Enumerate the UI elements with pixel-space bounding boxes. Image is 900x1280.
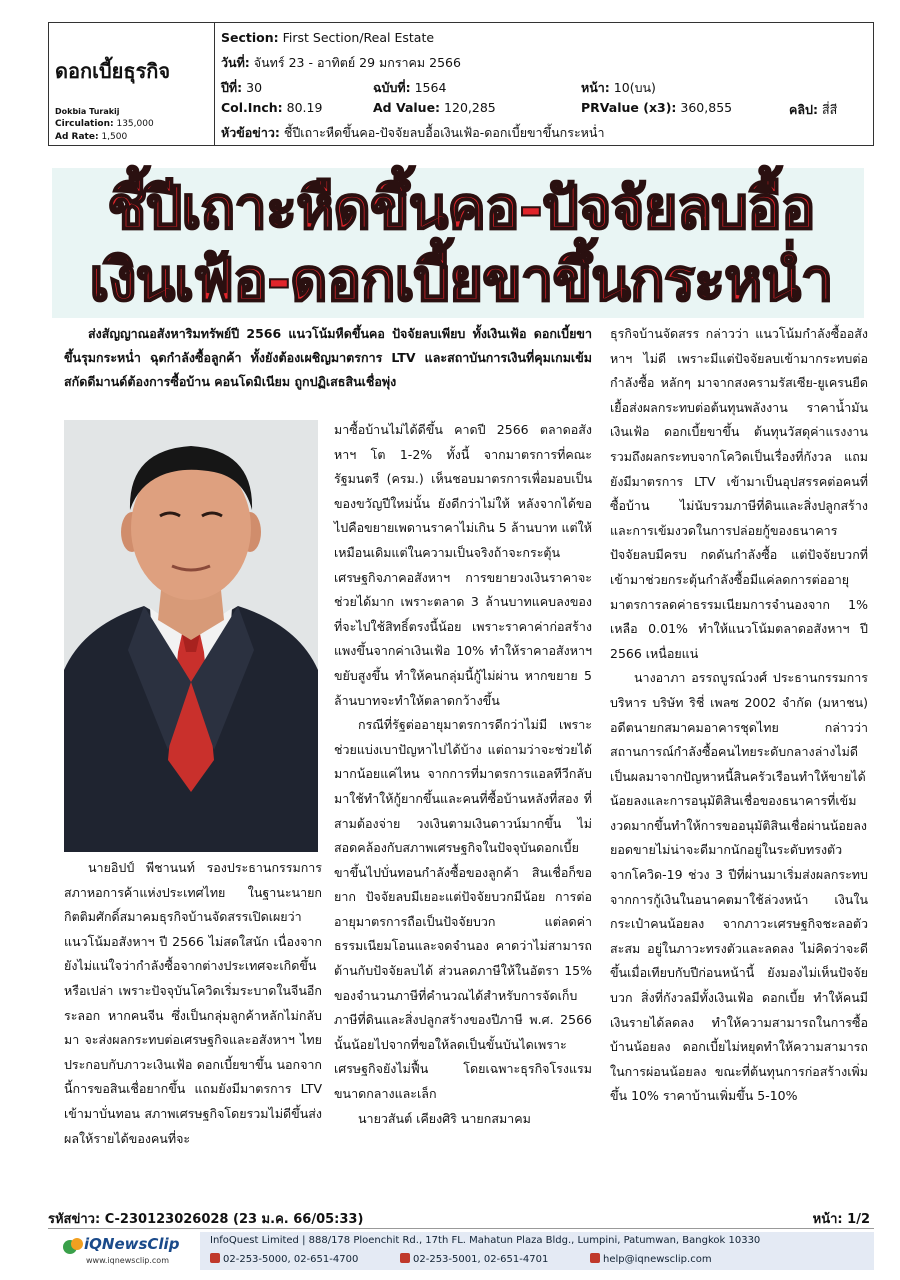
headline-row: หัวข้อข่าว: ชี้ปีเถาะหืดขึ้นคอ-ปัจจัยลบอื้อเงินเฟ้อ-ดอกเบี้ยขาขึ้นกระหน่ำ — [221, 125, 605, 140]
advalue-field: Ad Value: 120,285 — [373, 100, 496, 115]
footer-divider — [48, 1228, 874, 1229]
portrait-illustration — [64, 420, 318, 852]
paragraph: นางอาภา อรรถบูรณ์วงศ์ ประธานกรรมการบริหาร บริษัท ริชี่ เพลซ 2002 จำกัด (มหาชน) อดีตนายกสมาคมอาคารชุดไทย กล่าวว่า สถานการณ์กำลังซื้อคนไทยระดับกลางล่างไม่ดี เป็นผลมาจากปัญหาหนี้สินครัวเรือนทำให้ขายได้น้อยลงและการอนุมัติสินเชื่อของธนาคารที่เข้มงวดมากขึ้นทำให้การขออนุมัติสินเชื่อผ่านน้อยลง ยอดขายไม่น่าจะดีมากนักอยู่ในระดับทรงตัว จากโควิด-19 ช่วง 3 ปีที่ผ่านมาเริ่มส่งผลกระทบจากการกู้เงินในอนาคตมาใช้ล่วงหน้า เงินในกระเป๋าคนน้อยลง จากภาวะเศรษฐกิจชะลอตัวสะสม อยู่ในภาวะทรงตัวและลดลง ไม่คิดว่าจะดีขึ้นเมื่อเทียบกับปีก่อนหน้านี้ ยังมองไม่เห็นปัจจัยบวก สิ่งที่กังวลมีทั้งเงินเฟ้อ ดอกเบี้ย ทำให้คนมีเงินรายได้ลดลง ทำให้ความสามารถในการซื้อบ้านน้อยลง ดอกเบี้ยไม่หยุดทำให้ความสามารถในการผ่อนน้อยลง ขณะที่ต้นทุนการก่อสร้างเพิ่มขึ้น 10% ราคาบ้านเพิ่มขึ้น 5-10% — [610, 670, 868, 1104]
fax-contact: 02-253-5001, 02-651-4701 — [400, 1253, 548, 1265]
article-headline — [52, 168, 864, 318]
logo-url: www.iqnewsclip.com — [86, 1256, 169, 1265]
paragraph: นายวสันต์ เคียงศิริ นายกสมาคม — [358, 1110, 531, 1126]
circulation: Circulation: 135,000 — [55, 119, 154, 129]
portrait-photo — [64, 420, 318, 852]
paragraph: นายอิปป์ พีชานนท์ รองประธานกรรมการสภาหอการค้าแห่งประเทศไทย ในฐานะนายกกิตติมศักดิ์สมาคมธุรกิจบ้านจัดสรรเปิดเผยว่า แนวโน้มอสังหาฯ ปี 2566 ไม่สดใสนัก เนื่องจากยังไม่แน่ใจว่ากำลังซื้อจากต่างประเทศจะเกิดขึ้นหรือเปล่า เพราะปัจจุบันโควิดเริ่มระบาดในจีนอีกระลอก หากคนจีน ซึ่งเป็นกลุ่มลูกค้าหลักไม่กลับมา จะส่งผลกระทบต่อเศรษฐกิจและอสังหาฯ ไทย ประกอบกับภาวะเงินเฟ้อ ดอกเบี้ยขาขึ้น นอกจากนี้การขอสินเชื่อยากขึ้น แถมยังมีมาตรการ LTV เข้ามาบั่นทอน สภาพเศรษฐกิจโดยรวมไม่ดีขึ้นส่งผลให้รายได้ของคนที่จะ — [64, 860, 322, 1146]
phone-icon — [210, 1253, 220, 1263]
paragraph: ธุรกิจบ้านจัดสรร กล่าวว่า แนวโน้มกำลังซื้ออสังหาฯ ไม่ดี เพราะมีแต่ปัจจัยลบเข้ามากระทบต่อกำลังซื้อ หลักๆ มาจากสงครามรัสเซีย-ยูเครนยืดเยื้อส่งผลกระทบต่อต้นทุนพลังงาน ราคาน้ำมันเงินเฟ้อ ดอกเบี้ยขาขึ้น ต้นทุนวัสดุค่าแรงงาน รวมถึงผลกระทบจากโควิดเป็นเรื่องที่กังวล แถมยังมีมาตรการ LTV เข้ามาเป็นอุปสรรคต่อคนที่ซื้อบ้าน ไม่นับรวมภาษีที่ดินและสิ่งปลูกสร้าง และการเข้มงวดในการปล่อยกู้ของธนาคาร ปัจจัยลบมีครบ กดดันกำลังซื้อ แต่ปัจจัยบวกที่เข้ามาช่วยกระตุ้นกำลังซื้อมีแค่ลดการต่ออายุมาตรการลดค่าธรรมเนียมการจำนองจาก 1% เหลือ 0.01% ทำให้แนวโน้มตลาดอสังหาฯ ปี 2566 เหนื่อยแน่ — [610, 326, 868, 661]
year-field: ปีที่: 30 — [221, 80, 263, 95]
contact-bar — [200, 1232, 874, 1270]
section-row: Section: First Section/Real Estate — [221, 30, 435, 45]
page-number: หน้า: 1/2 — [812, 1212, 870, 1227]
iqnewsclip-logo — [62, 1233, 192, 1273]
email-contact: help@iqnewsclip.com — [590, 1253, 712, 1265]
fax-icon — [400, 1253, 410, 1263]
ad-rate: Ad Rate: 1,500 — [55, 132, 128, 142]
paragraph: กรณีที่รัฐต่ออายุมาตรการดีกว่าไม่มี เพราะช่วยแบ่งเบาปัญหาไปได้บ้าง แต่ถามว่าจะช่วยได้มากน้อยแค่ไหน จากการที่มาตรการแอลทีวีกลับมาใช้ทำให้กู้ยากขึ้นและคนที่ซื้อบ้านหลังที่สอง ที่สามต้องจ่าย วงเงินตามเงินดาวน์มากขึ้น ไม่สอดคล้องกับสภาพเศรษฐกิจในปัจจุบันดอกเบี้ยขาขึ้นไปบั่นทอนกำลังซื้อของลูกค้า สินเชื่อก็ขอยาก ปัจจัยลบมีเยอะแต่ปัจจัยบวกมีน้อย การต่ออายุมาตรการถือเป็นปัจจัยบวก แต่ลดค่าธรรมเนียมโอนและจดจำนอง คาดว่าไม่สามารถต้านกับปัจจัยลบได้ ส่วนลดภาษีให้ในอัตรา 15% ของจำนวนภาษีที่คำนวณได้สำหรับการจัดเก็บภาษีที่ดินและสิ่งปลูกสร้างของปีภาษี พ.ศ. 2566 นั้นน้อยไปจากที่ขอให้ลดเป็นขั้นบันไดเพราะเศรษฐกิจยังไม่ฟื้น โดยเฉพาะธุรกิจโรงแรมขนาดกลางและเล็ก — [334, 717, 592, 1102]
date-row: วันที่: จันทร์ 23 - อาทิตย์ 29 มกราคม 2566 — [221, 55, 461, 70]
article-column-3 — [610, 322, 868, 1109]
publication-name-en: Dokbia Turakij — [55, 107, 120, 116]
logo-text: iQNewsClip — [84, 1235, 180, 1253]
publication-name: ดอกเบี้ยธุรกิจ — [55, 59, 171, 83]
phone-contact: 02-253-5000, 02-651-4700 — [210, 1253, 358, 1265]
headline-line-1: ชี้ปีเถาะหืดขึ้นคอ-ปัจจัยลบอื้อ — [107, 174, 815, 242]
company-address: InfoQuest Limited | 888/178 Ploenchit Rd., 17th FL. Mahatun Plaza Bldg., Lumpini, Patumwan, Bangkok 10330 — [210, 1235, 761, 1246]
article-column-2 — [334, 418, 592, 1131]
clipping-metadata — [221, 23, 871, 145]
paragraph: มาซื้อบ้านไม่ได้ดีขึ้น คาดปี 2566 ตลาดอสังหาฯ โต 1-2% ทั้งนี้ จากมาตรการที่คณะรัฐมนตรี (ครม.) เห็นชอบมาตรการเพื่อมอบเป็นของขวัญปีใหม่นั้น ยังดีกว่าไม่ให้ หลังจากได้ขอไปคือขยายเพดานราคาไม่เกิน 5 ล้านบาท แต่ให้เหมือนเดิมแต่ในความเป็นจริงถ้าจะกระตุ้นเศรษฐกิจภาคอสังหาฯ การขยายวงเงินราคาจะช่วยได้มาก เพราะตลาด 3 ล้านบาทแคบลงของที่จะไปใช้สิทธิ์ตรงนี้น้อย เพราะราคาค่าก่อสร้างแพงขึ้นจากค่าเงินเฟ้อ 10% ทำให้ราคาอสังหาฯ ขยับสูงขึ้น ทำให้คนกลุ่มนี้กู้ไม่ผ่าน หากขยาย 5 ล้านบาทจะทำให้ตลาดกว้างขึ้น — [334, 422, 592, 708]
email-icon — [590, 1253, 600, 1263]
news-code: รหัสข่าว: C-230123026028 (23 ม.ค. 66/05:33) — [48, 1212, 364, 1227]
clipping-header — [48, 22, 874, 146]
issue-field: ฉบับที่: 1564 — [373, 80, 447, 95]
logo-icon — [62, 1235, 84, 1257]
clip-field: คลิป: สี่สี — [789, 102, 838, 117]
publication-box — [49, 23, 215, 145]
headline-line-2: เงินเฟ้อ-ดอกเบี้ยขาขึ้นกระหน่ำ — [89, 246, 833, 314]
colinch-field: Col.Inch: 80.19 — [221, 100, 323, 115]
article-column-1 — [64, 856, 322, 1151]
article-lead: ส่งสัญญาณอสังหาริมทรัพย์ปี 2566 แนวโน้มหืดขึ้นคอ ปัจจัยลบเพียบ ทั้งเงินเฟ้อ ดอกเบี้ยขาขึ้นรุมกระหน่ำ ฉุดกำลังซื้อลูกค้า ทั้งยังต้องเผชิญมาตรการ LTV และสถาบันการเงินที่คุมเกมเข้มสกัดดีมานด์ต้องการซื้อบ้าน คอนโดมิเนียม ถูกปฏิเสธสินเชื่อพุ่ง — [64, 326, 592, 389]
page-field: หน้า: 10(บน) — [581, 80, 656, 95]
prvalue-field: PRValue (x3): 360,855 — [581, 100, 733, 115]
